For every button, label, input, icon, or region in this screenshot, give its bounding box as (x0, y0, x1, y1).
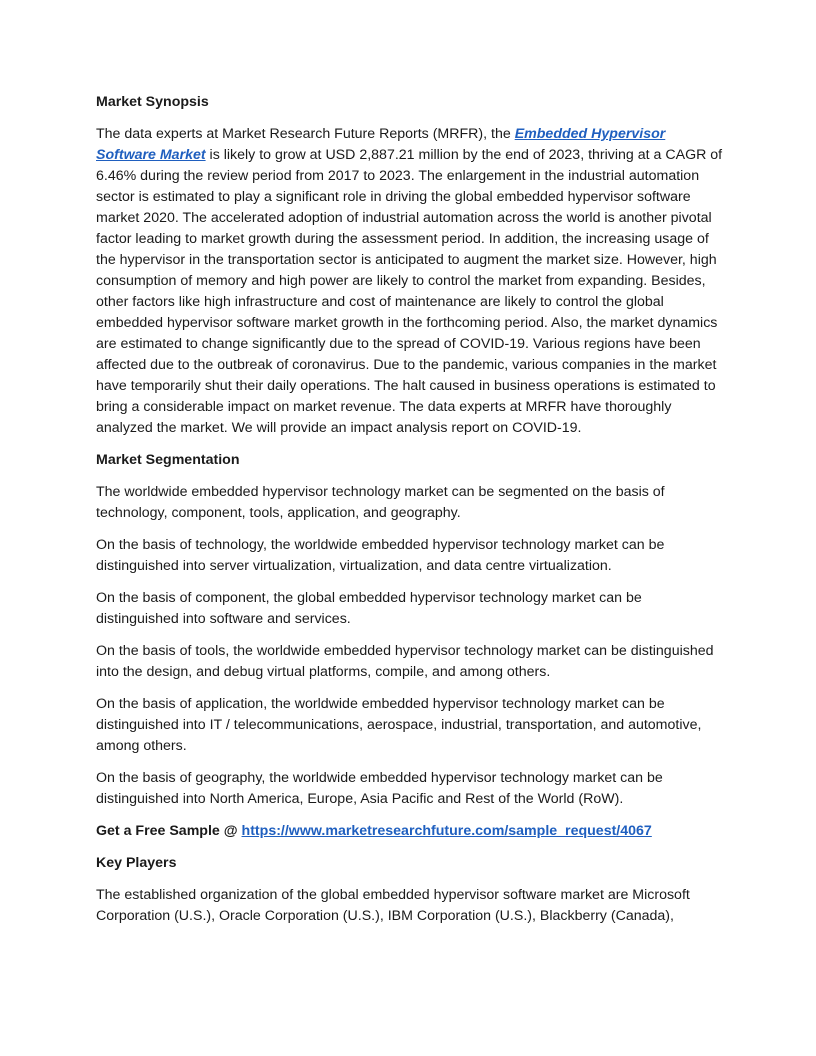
segmentation-tools-paragraph: On the basis of tools, the worldwide embedded hypervisor technology market can be distinguished into the design, and debug virtual platforms, compile, and among others. (96, 643, 714, 680)
sample-request-link[interactable]: https://www.marketresearchfuture.com/sample_request/4067 (241, 823, 652, 839)
market-synopsis-heading: Market Synopsis (96, 94, 209, 110)
segmentation-technology-paragraph: On the basis of technology, the worldwide embedded hypervisor technology market can be distinguished into server virtualization, virtualization, and data centre virtualization. (96, 537, 665, 574)
document-page (96, 92, 724, 938)
key-players-heading: Key Players (96, 855, 177, 871)
segmentation-intro-paragraph: The worldwide embedded hypervisor technology market can be segmented on the basis of technology, component, tools, application, and geography. (96, 484, 665, 521)
free-sample-label: Get a Free Sample @ (96, 823, 242, 839)
segmentation-geography-paragraph: On the basis of geography, the worldwide embedded hypervisor technology market can be distinguished into North America, Europe, Asia Pacific and Rest of the World (RoW). (96, 770, 663, 807)
synopsis-text-start: The data experts at Market Research Future Reports (MRFR), the (96, 126, 515, 142)
synopsis-paragraph (96, 124, 724, 439)
segmentation-component-paragraph: On the basis of component, the global embedded hypervisor technology market can be distinguished into software and services. (96, 590, 642, 627)
embedded-hypervisor-market-link[interactable]: Embedded Hypervisor Software Market (96, 126, 666, 163)
segmentation-application-paragraph: On the basis of application, the worldwide embedded hypervisor technology market can be distinguished into IT / telecommunications, aerospace, industrial, transportation, and automotive, among others. (96, 696, 702, 754)
key-players-paragraph: The established organization of the global embedded hypervisor software market are Microsoft Corporation (U.S.), Oracle Corporation (U.S.), IBM Corporation (U.S.), Blackberry (Canada), (96, 887, 690, 924)
synopsis-text-rest: is likely to grow at USD 2,887.21 million by the end of 2023, thriving at a CAGR of 6.46% during the review period from 2017 to 2023. The enlargement in the industrial automation sector is estimated to play a significant role in driving the global embedded hypervisor software market 2020. The accelerated adoption of industrial automation across the world is another pivotal factor leading to market growth during the assessment period. In addition, the increasing usage of the hypervisor in the transportation sector is anticipated to augment the market size. However, high consumption of memory and high power are likely to control the market from expanding. Besides, other factors like high infrastructure and cost of maintenance are likely to control the global embedded hypervisor software market growth in the forthcoming period. Also, the market dynamics are estimated to change significantly due to the spread of COVID-19. Various regions have been affected due to the outbreak of coronavirus. Due to the pandemic, various companies in the market have temporarily shut their daily operations. The halt caused in business operations is estimated to bring a considerable impact on market revenue. The data experts at MRFR have thoroughly analyzed the market. We will provide an impact analysis report on COVID-19. (96, 147, 723, 436)
market-segmentation-heading: Market Segmentation (96, 452, 240, 468)
free-sample-line (96, 821, 724, 842)
